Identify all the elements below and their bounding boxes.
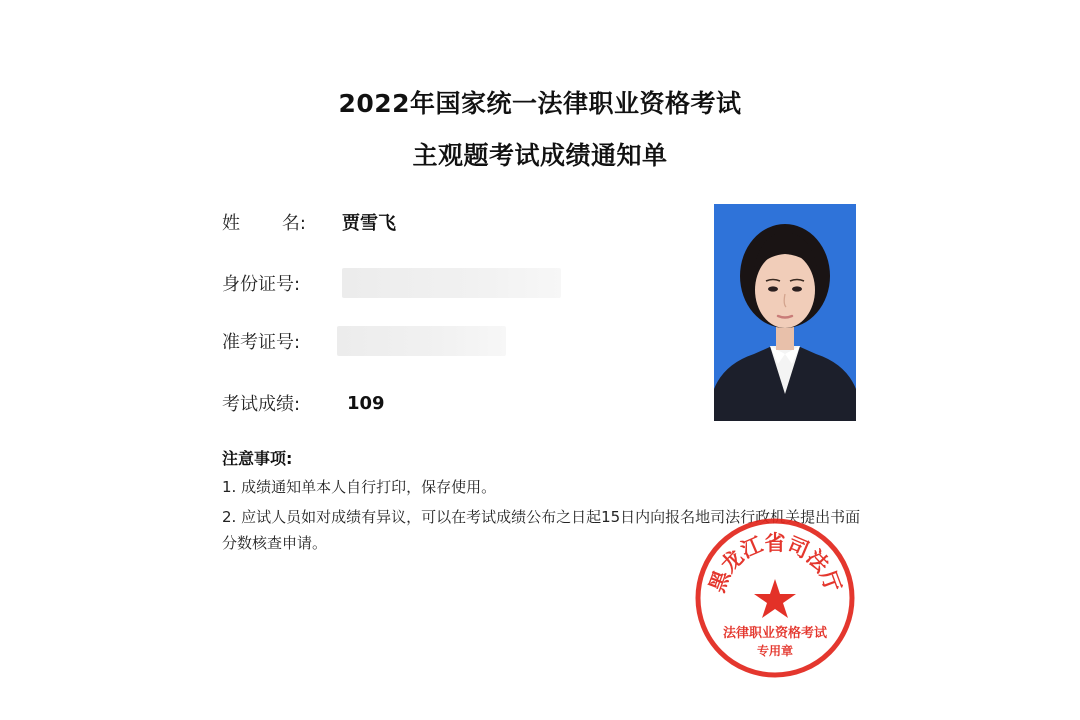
name-row	[222, 207, 396, 237]
seal-arc-text: 黑龙江省司法厅	[703, 529, 847, 596]
document-title: 2022年国家统一法律职业资格考试	[338, 89, 742, 118]
notes-heading: 注意事项:	[222, 449, 293, 468]
official-seal	[694, 517, 856, 679]
id-number-label: 身份证号:	[222, 274, 301, 295]
document-subtitle: 主观题考试成绩通知单	[412, 141, 668, 170]
name-label	[222, 209, 306, 235]
name-value: 贾雪飞	[342, 213, 396, 234]
admission-number-redacted	[337, 326, 506, 356]
id-number-row	[222, 268, 561, 298]
portrait-illustration	[714, 204, 856, 421]
seal-center-line1: 法律职业资格考试	[722, 626, 828, 641]
note-item-1: 1. 成绩通知单本人自行打印，保存使用。	[222, 478, 497, 496]
admission-number-label: 准考证号:	[222, 332, 301, 353]
id-number-redacted	[342, 268, 561, 298]
score-row	[222, 388, 385, 418]
name-label-char-1: 姓	[222, 213, 240, 234]
score-value: 109	[347, 392, 385, 414]
name-label-char-2: 名:	[281, 213, 306, 234]
seal-stamp-graphic	[694, 517, 856, 679]
score-label: 考试成绩:	[222, 394, 301, 415]
seal-star-icon	[754, 579, 796, 618]
note-item-2: 2. 应试人员如对成绩有异议，可以在考试成绩公布之日起15日内向报名地司法行政机关提出书面分数核查申请。	[222, 508, 861, 552]
admission-number-row	[222, 326, 506, 356]
seal-center-line2: 专用章	[756, 644, 794, 658]
id-photo	[714, 204, 856, 421]
